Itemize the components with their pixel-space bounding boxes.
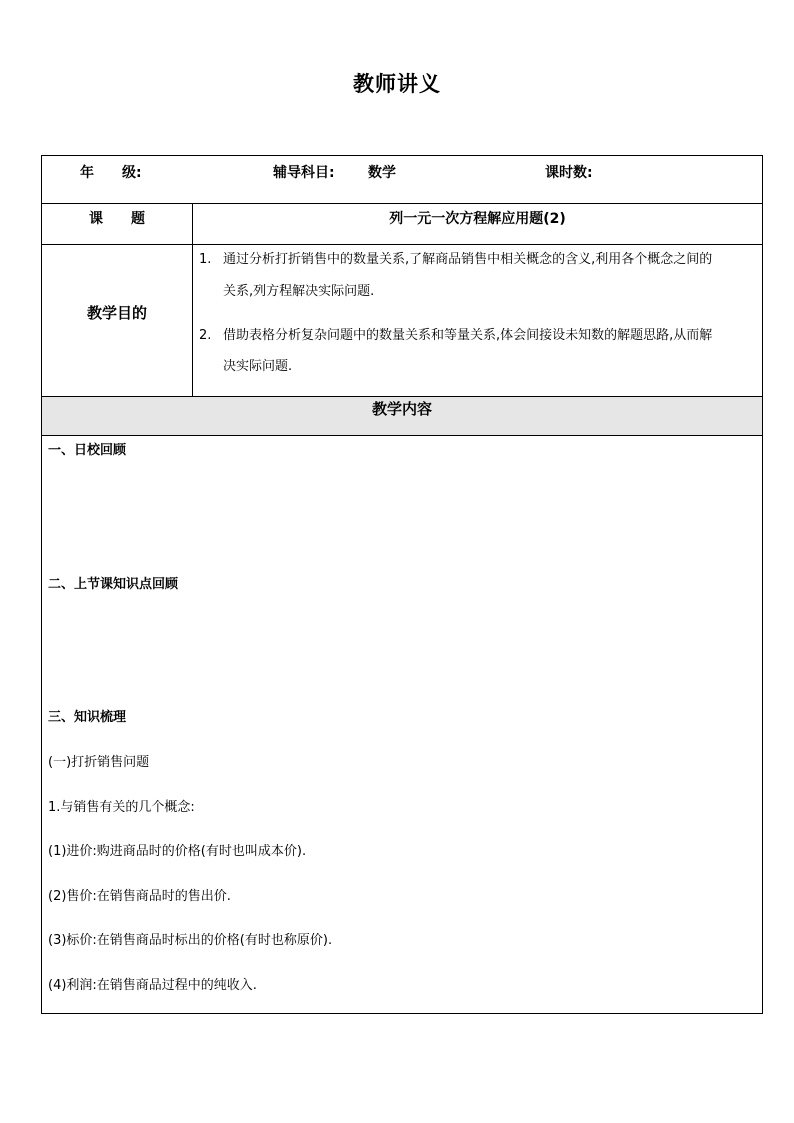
table-rule-1 <box>41 203 763 204</box>
table-rule-2 <box>41 244 763 245</box>
concept-item: (4)利润:在销售商品过程中的纯收入. <box>48 978 257 993</box>
objective-1-line-2: 关系,列方程解决实际问题. <box>223 284 375 299</box>
objective-2-number: 2. <box>199 328 212 343</box>
grade-label: 年 级: <box>80 165 142 181</box>
objective-1-number: 1. <box>199 252 212 267</box>
content-header: 教学内容 <box>371 400 432 418</box>
concept-item: (1)进价:购进商品时的价格(有时也叫成本价). <box>48 844 307 859</box>
subject-label: 辅导科目: <box>273 165 335 181</box>
objectives-label: 教学目的 <box>86 304 147 322</box>
topic-label: 课 题 <box>89 211 145 227</box>
subject-value: 数学 <box>368 165 396 181</box>
section-day-school-review: 一、日校回顾 <box>48 443 127 458</box>
topic-value: 列一元一次方程解应用题(2) <box>389 211 566 227</box>
section-previous-lesson-review: 二、上节课知识点回顾 <box>48 577 179 592</box>
table-rule-4 <box>41 435 763 436</box>
subsection-discount-sales: (一)打折销售问题 <box>48 755 150 770</box>
table-rule-3 <box>41 396 763 397</box>
table-column-divider <box>192 203 193 396</box>
concept-item: (3)标价:在销售商品时标出的价格(有时也称原价). <box>48 933 333 948</box>
concept-item: (2)售价:在销售商品时的售出价. <box>48 889 231 904</box>
class-hours-label: 课时数: <box>545 165 593 181</box>
document-title: 教师讲义 <box>353 71 441 96</box>
objective-2-line-1: 借助表格分析复杂问题中的数量关系和等量关系,体会间接设未知数的解题思路,从而解 <box>223 328 713 343</box>
objective-2-line-2: 决实际问题. <box>223 359 293 374</box>
objective-1-line-1: 通过分析打折销售中的数量关系,了解商品销售中相关概念的含义,利用各个概念之间的 <box>223 252 713 267</box>
concepts-title: 1.与销售有关的几个概念: <box>48 800 195 815</box>
section-knowledge-summary: 三、知识梳理 <box>48 710 127 725</box>
